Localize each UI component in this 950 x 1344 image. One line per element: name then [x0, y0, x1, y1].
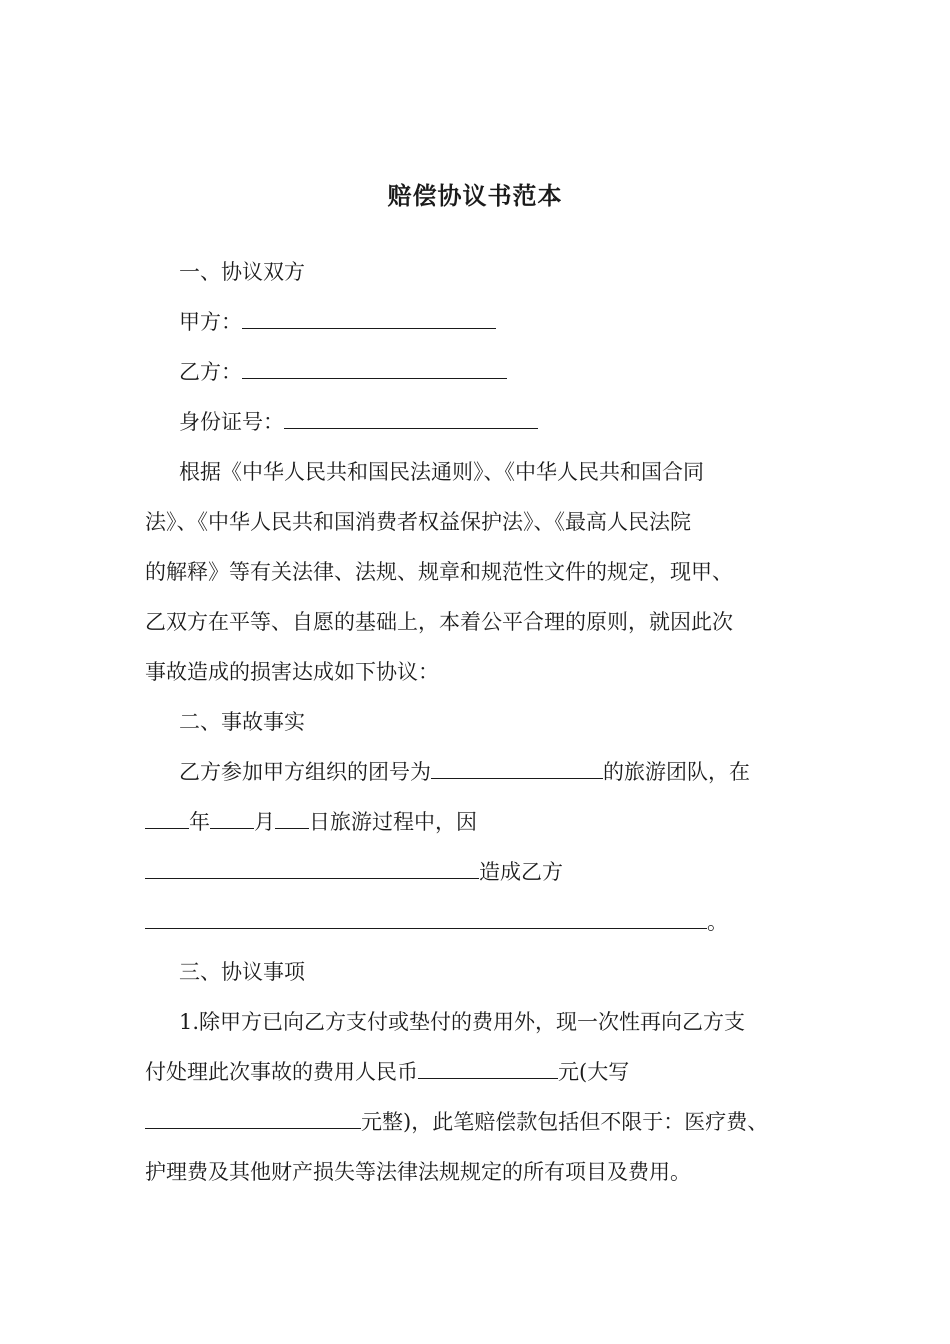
year-label: 年 — [189, 810, 210, 834]
month-label: 月 — [254, 810, 275, 834]
tour-group-text-b: 的旅游团队，在 — [603, 760, 750, 784]
item1-line: 护理费及其他财产损失等法律法规规定的所有项目及费用。 — [145, 1160, 691, 1184]
party-a-row — [145, 297, 849, 347]
tour-group-row — [145, 747, 849, 797]
preamble-line: 的解释》等有关法律、法规、规章和规范性文件的规定，现甲、 — [145, 560, 733, 584]
amount-words-blank — [145, 1102, 361, 1129]
section-heading-facts: 二、事故事实 — [179, 710, 305, 734]
section-heading-parties: 一、协议双方 — [179, 260, 305, 284]
party-b-label: 乙方： — [179, 360, 242, 384]
result-blank — [145, 902, 707, 929]
day-text: 日旅游过程中，因 — [309, 810, 477, 834]
preamble-line: 根据《中华人民共和国民法通则》、《中华人民共和国合同 — [179, 460, 704, 484]
amount-words-row — [145, 1097, 815, 1147]
preamble-line: 法》、《中华人民共和国消费者权益保护法》、《最高人民法院 — [145, 510, 691, 534]
result-row — [145, 897, 815, 947]
section-heading-terms: 三、协议事项 — [179, 960, 305, 984]
day-blank — [275, 802, 309, 829]
tour-group-text-a: 乙方参加甲方组织的团号为 — [179, 760, 431, 784]
party-a-label: 甲方： — [179, 310, 242, 334]
preamble-line: 事故造成的损害达成如下协议： — [145, 660, 439, 684]
preamble-line: 乙双方在平等、自愿的基础上，本着公平合理的原则，就因此次 — [145, 610, 733, 634]
id-number-row — [145, 397, 849, 447]
party-b-blank — [242, 352, 507, 379]
id-number-blank — [284, 402, 538, 429]
cause-row — [145, 847, 815, 897]
party-a-blank — [242, 302, 496, 329]
year-blank — [145, 802, 189, 829]
item1-line: 1.除甲方已向乙方支付或垫付的费用外，现一次性再向乙方支 — [179, 1010, 746, 1034]
cause-text: 造成乙方 — [479, 860, 563, 884]
amount-text-a: 付处理此次事故的费用人民币 — [145, 1060, 418, 1084]
amount-blank — [418, 1052, 558, 1079]
document-title: 赔偿协议书范本 — [387, 182, 563, 210]
result-end-mark: 。 — [707, 910, 728, 934]
date-row — [145, 797, 815, 847]
party-b-row — [145, 347, 849, 397]
id-number-label: 身份证号： — [179, 410, 284, 434]
amount-text-b: 元(大写 — [558, 1060, 630, 1084]
amount-words-text: 元整)，此笔赔偿款包括但不限于：医疗费、 — [361, 1110, 769, 1134]
tour-group-number-blank — [431, 752, 603, 779]
month-blank — [210, 802, 254, 829]
amount-row — [145, 1047, 815, 1097]
cause-blank — [145, 852, 479, 879]
